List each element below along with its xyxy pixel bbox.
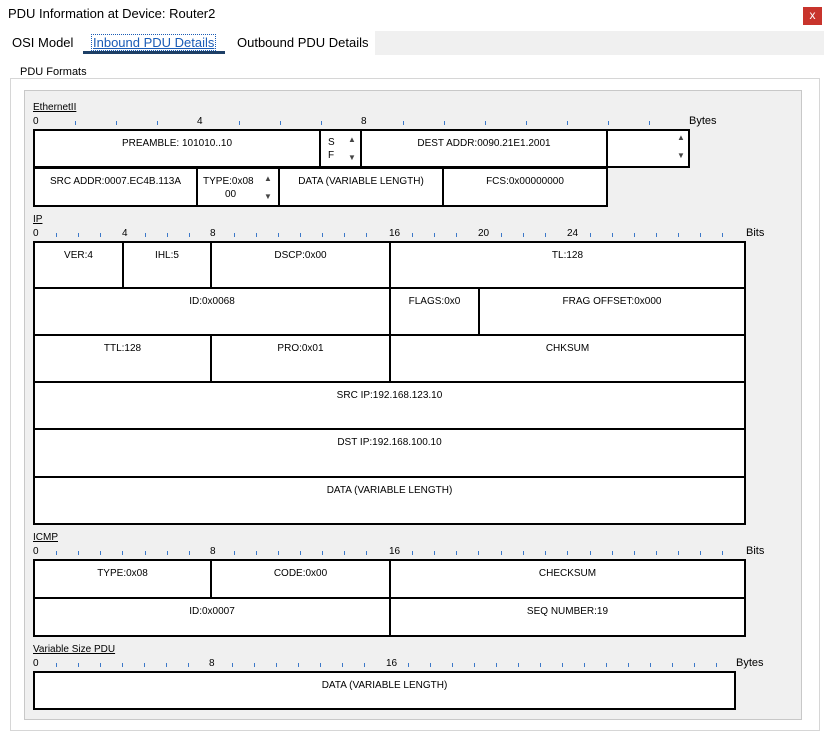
type-top-text: TYPE:0x08 (203, 176, 254, 187)
tab-inbound-label: Inbound PDU Details (93, 35, 215, 50)
ruler-tick (78, 663, 79, 667)
ethernet-sf-field (319, 129, 362, 168)
icmp-type-field: TYPE:0x08 (33, 559, 212, 599)
ruler-tick (256, 233, 257, 237)
ruler-tick (189, 233, 190, 237)
tab-inbound-pdu-details[interactable] (92, 35, 215, 50)
ruler-label: 20 (478, 228, 490, 239)
ip-flags-field: FLAGS:0x0 (389, 287, 480, 336)
ruler-tick (456, 551, 457, 555)
ruler-label: 24 (567, 228, 579, 239)
ruler-tick (166, 663, 167, 667)
ruler-tick (145, 233, 146, 237)
ruler-tick (278, 233, 279, 237)
ruler-tick (430, 663, 431, 667)
ip-id-field: ID:0x0068 (33, 287, 391, 336)
variable-unit: Bytes (736, 657, 764, 669)
ruler-tick (157, 121, 158, 125)
ruler-label: 4 (197, 116, 203, 127)
ruler-tick (239, 121, 240, 125)
ip-ttl-field: TTL:128 (33, 334, 212, 383)
ip-protocol-field: PRO:0x01 (210, 334, 391, 383)
ruler-tick (276, 663, 277, 667)
ip-ihl-field: IHL:5 (122, 241, 212, 289)
ethernet-fcs-field: FCS:0x00000000 (442, 167, 608, 207)
ruler-tick (434, 233, 435, 237)
ruler-label: 16 (386, 658, 398, 669)
ruler-label: 16 (389, 546, 401, 557)
ruler-tick (523, 551, 524, 555)
icmp-code-field: CODE:0x00 (210, 559, 391, 599)
ruler-tick (189, 551, 190, 555)
ruler-label: 8 (209, 658, 215, 669)
ruler-tick (366, 233, 367, 237)
ruler-label: 8 (210, 546, 216, 557)
ruler-tick (145, 551, 146, 555)
scroll-down-icon[interactable]: ▼ (348, 153, 356, 162)
ruler-label: 8 (361, 116, 367, 127)
ruler-tick (122, 663, 123, 667)
ip-unit: Bits (746, 227, 765, 239)
ruler-tick (722, 551, 723, 555)
ruler-tick (678, 551, 679, 555)
ip-src-field: SRC IP:192.168.123.10 (33, 381, 746, 430)
ip-checksum-field: CHKSUM (389, 334, 746, 383)
ruler-tick (526, 121, 527, 125)
ruler-tick (403, 121, 404, 125)
ruler-label: 0 (33, 546, 39, 557)
ruler-tick (545, 233, 546, 237)
ip-title: IP (33, 214, 43, 225)
ruler-tick (700, 551, 701, 555)
ruler-tick (478, 551, 479, 555)
ethernet-unit: Bytes (689, 115, 717, 127)
ruler-tick (256, 551, 257, 555)
ruler-tick (678, 233, 679, 237)
ruler-tick (567, 551, 568, 555)
ruler-tick (78, 551, 79, 555)
ruler-tick (408, 663, 409, 667)
ruler-tick (280, 121, 281, 125)
ruler-tick (78, 233, 79, 237)
scroll-up-icon[interactable]: ▲ (264, 174, 272, 183)
ruler-tick (56, 551, 57, 555)
ip-frag-offset-field: FRAG OFFSET:0x000 (478, 287, 746, 336)
ruler-tick (254, 663, 255, 667)
ruler-tick (567, 121, 568, 125)
ruler-tick (656, 233, 657, 237)
ruler-tick (100, 233, 101, 237)
ruler-tick (606, 663, 607, 667)
ruler-tick (649, 121, 650, 125)
window-title: PDU Information at Device: Router2 (8, 6, 216, 21)
scroll-up-icon[interactable]: ▲ (348, 135, 356, 144)
ruler-tick (232, 663, 233, 667)
ruler-tick (364, 663, 365, 667)
ruler-tick (75, 121, 76, 125)
ruler-tick (188, 663, 189, 667)
ip-ver-field: VER:4 (33, 241, 124, 289)
ruler-tick (634, 551, 635, 555)
ruler-tick (590, 551, 591, 555)
ip-data-field: DATA (VARIABLE LENGTH) (33, 476, 746, 525)
ruler-tick (456, 233, 457, 237)
ruler-tick (167, 551, 168, 555)
ruler-tick (116, 121, 117, 125)
ruler-tick (321, 121, 322, 125)
ruler-tick (722, 233, 723, 237)
ruler-tick (452, 663, 453, 667)
ruler-label: 8 (210, 228, 216, 239)
ruler-tick (474, 663, 475, 667)
scroll-down-icon[interactable]: ▼ (264, 192, 272, 201)
ethernet-extra-field (606, 129, 690, 168)
scroll-down-icon[interactable]: ▼ (677, 151, 685, 160)
ruler-tick (234, 233, 235, 237)
ruler-tick (523, 233, 524, 237)
ruler-tick (694, 663, 695, 667)
ruler-label: 0 (33, 116, 39, 127)
ruler-tick (501, 233, 502, 237)
ruler-tick (344, 233, 345, 237)
ruler-tick (234, 551, 235, 555)
ruler-tick (144, 663, 145, 667)
ruler-tick (300, 233, 301, 237)
sf-bottom-text: F (328, 150, 335, 161)
ruler-tick (366, 551, 367, 555)
scroll-up-icon[interactable]: ▲ (677, 133, 685, 142)
ruler-tick (300, 551, 301, 555)
icmp-id-field: ID:0x0007 (33, 597, 391, 637)
ruler-tick (672, 663, 673, 667)
ruler-tick (584, 663, 585, 667)
ruler-tick (322, 233, 323, 237)
ruler-tick (342, 663, 343, 667)
ruler-tick (634, 233, 635, 237)
ruler-tick (650, 663, 651, 667)
ruler-label: 0 (33, 658, 39, 669)
variable-pdu-title: Variable Size PDU (33, 644, 116, 655)
close-button[interactable]: x (803, 7, 822, 25)
tab-osi-model[interactable]: OSI Model (12, 35, 74, 50)
icmp-title: ICMP (33, 532, 58, 543)
ruler-tick (412, 233, 413, 237)
ip-dscp-field: DSCP:0x00 (210, 241, 391, 289)
variable-pdu-data-field: DATA (VARIABLE LENGTH) (33, 671, 736, 710)
icmp-unit: Bits (746, 545, 765, 557)
active-tab-indicator (83, 51, 225, 54)
ruler-tick (612, 233, 613, 237)
tab-outbound-pdu-details[interactable]: Outbound PDU Details (237, 35, 369, 50)
ruler-tick (485, 121, 486, 125)
ethernet-type-field (196, 167, 280, 207)
ruler-tick (298, 663, 299, 667)
ip-tl-field: TL:128 (389, 241, 746, 289)
ruler-tick (716, 663, 717, 667)
ruler-tick (56, 233, 57, 237)
ruler-tick (608, 121, 609, 125)
ruler-tick (540, 663, 541, 667)
pdu-formats-label: PDU Formats (16, 66, 91, 78)
ruler-tick (501, 551, 502, 555)
ruler-tick (322, 551, 323, 555)
ethernet-title: EthernetII (33, 102, 77, 113)
ruler-label: 16 (389, 228, 401, 239)
type-bottom-text: 00 (225, 189, 237, 200)
ruler-tick (545, 551, 546, 555)
sf-top-text: S (328, 137, 335, 148)
ruler-tick (278, 551, 279, 555)
ethernet-dest-field: DEST ADDR:0090.21E1.2001 (360, 129, 608, 168)
ruler-tick (167, 233, 168, 237)
ethernet-preamble-field: PREAMBLE: 101010..10 (33, 129, 321, 168)
ruler-tick (344, 551, 345, 555)
ruler-tick (444, 121, 445, 125)
ruler-tick (562, 663, 563, 667)
ruler-tick (100, 663, 101, 667)
ruler-tick (56, 663, 57, 667)
ruler-tick (612, 551, 613, 555)
ruler-tick (100, 551, 101, 555)
ruler-tick (412, 551, 413, 555)
ruler-tick (590, 233, 591, 237)
ruler-tick (628, 663, 629, 667)
icmp-checksum-field: CHECKSUM (389, 559, 746, 599)
ethernet-data-field: DATA (VARIABLE LENGTH) (278, 167, 444, 207)
ruler-tick (320, 663, 321, 667)
ruler-tick (434, 551, 435, 555)
ruler-label: 4 (122, 228, 128, 239)
ethernet-src-field: SRC ADDR:0007.EC4B.113A (33, 167, 198, 207)
ruler-tick (700, 233, 701, 237)
icmp-seq-field: SEQ NUMBER:19 (389, 597, 746, 637)
ip-dst-field: DST IP:192.168.100.10 (33, 428, 746, 478)
ruler-tick (518, 663, 519, 667)
ruler-label: 0 (33, 228, 39, 239)
ruler-tick (122, 551, 123, 555)
ruler-tick (496, 663, 497, 667)
ruler-tick (656, 551, 657, 555)
